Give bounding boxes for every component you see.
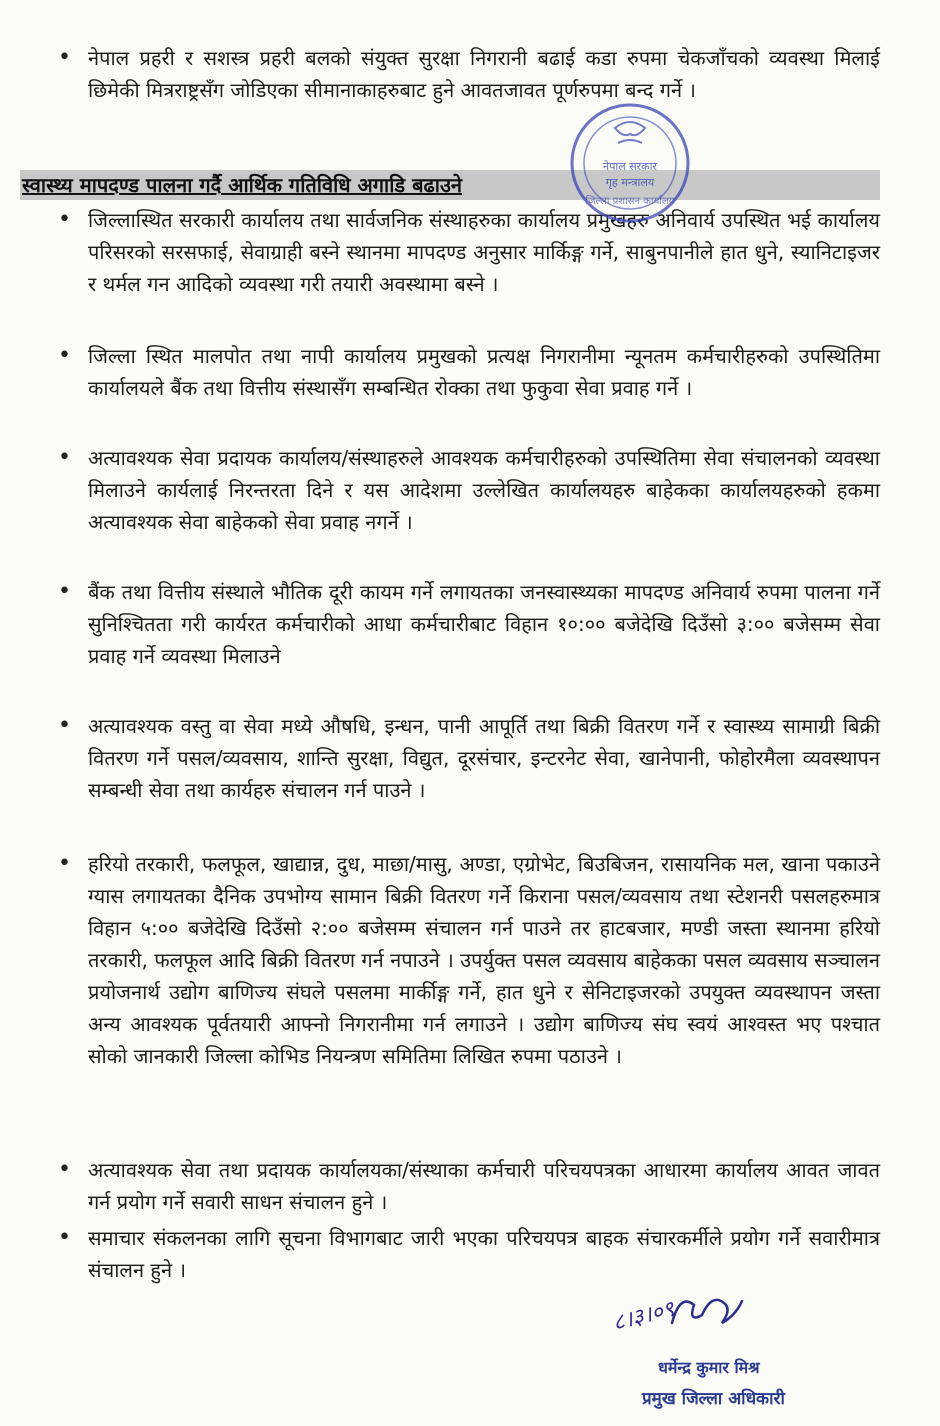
list-item <box>58 576 880 672</box>
list-item <box>58 710 880 806</box>
signatory-title: प्रमुख जिल्ला अधिकारी <box>642 1389 785 1409</box>
list-item-text: जिल्लास्थित सरकारी कार्यालय तथा सार्वजनिक संस्थाहरुका कार्यालय प्रमुखहरु अनिवार्य उपस्थित भई कार्यालय परिसरको सरसफाई, सेवाग्राही बस्ने स्थानमा मापदण्ड अनुसार मार्किङ्ग गर्ने, साबुनपानीले हात धुने, स्यानिटाइजर र थर्मल गन आदिको व्यवस्था गरी तयारी अवस्थामा बस्ने । <box>88 208 880 296</box>
official-stamp-icon <box>560 88 700 238</box>
bullet-icon: • <box>58 1157 71 1182</box>
list-item-text: अत्यावश्यक वस्तु वा सेवा मध्ये औषधि, इन्धन, पानी आपूर्ति तथा बिक्री वितरण गर्ने र स्वास्थ्य सामाग्री बिक्री वितरण गर्ने पसल/व्यवसाय, शान्ति सुरक्षा, विद्युत, दूरसंचार, इन्टरनेट सेवा, खानेपानी, फोहोरमैला व्यवस्थापन सम्बन्धी सेवा तथा कार्यहरु संचालन गर्न पाउने । <box>88 714 880 802</box>
bullet-icon: • <box>58 45 71 70</box>
list-item <box>58 442 880 538</box>
section-heading <box>20 170 880 200</box>
list-item-text: बैंक तथा वित्तीय संस्थाले भौतिक दूरी कायम गर्ने लगायतका जनस्वास्थ्यका मापदण्ड अनिवार्य रुपमा पालना गर्ने सुनिश्चितता गरी कार्यरत कर्मचारीको आधा कर्मचारीबाट विहान १०:०० बजेदेखि दिउँसो ३:०० बजेसम्म सेवा प्रवाह गर्ने व्यवस्था मिलाउने <box>88 580 880 668</box>
list-item-text: हरियो तरकारी, फलफूल, खाद्यान्न, दुध, माछा/मासु, अण्डा, एग्रोभेट, बिउबिजन, रासायनिक मल, खाना पकाउने ग्यास लगायतका दैनिक उपभोग्य सामान बिक्री वितरण गर्ने किराना पसल/व्यवसाय तथा स्टेशनरी पसलहरुमात्र विहान ५:०० बजेदेखि दिउँसो २:०० बजेसम्म संचालन गर्न पाउने तर हाटबजार, मण्डी जस्ता स्थानमा हरियो तरकारी, फलफूल आदि बिक्री वितरण गर्न नपाउने । उपर्युक्त पसल व्यवसाय बाहेकका पसल व्यवसाय सञ्चालन प्रयोजनार्थ उद्योग बाणिज्य संघले पसलमा मार्कीङ्ग गर्ने, हात धुने र सेनिटाइजरको उपयुक्त व्यवस्थापन जस्ता अन्य आवश्यक पूर्वतयारी आफ्नो निगरानीमा गर्न लगाउने । उद्योग बाणिज्य संघ स्वयं आश्वस्त भए पश्चात सोको जानकारी जिल्ला कोभिड नियन्त्रण समितिमा लिखित रुपमा पठाउने । <box>88 852 880 1068</box>
signatory-name: धर्मेन्द्र कुमार मिश्र <box>658 1358 760 1377</box>
signature-date: ८।३।०९ <box>610 1296 677 1337</box>
bullet-icon: • <box>58 343 71 368</box>
bullet-icon: • <box>58 207 71 232</box>
stamp-line2: गृह मन्त्रालय <box>605 176 655 189</box>
list-item <box>58 1222 880 1286</box>
list-item-text: समाचार संकलनका लागि सूचना विभागबाट जारी भएका परिचयपत्र बाहक संचारकर्मीले प्रयोग गर्ने सवारीमात्र संचालन हुने । <box>88 1226 880 1282</box>
list-item <box>58 204 880 300</box>
bullet-icon: • <box>58 1225 71 1250</box>
bullet-icon: • <box>58 851 71 876</box>
list-item-intro <box>58 42 880 106</box>
list-item-text: अत्यावश्यक सेवा प्रदायक कार्यालय/संस्थाहरुले आवश्यक कर्मचारीहरुको उपस्थितिमा सेवा संचालनको व्यवस्था मिलाउने कार्यलाई निरन्तरता दिने र यस आदेशमा उल्लेखित कार्यालयहरु बाहेकका कार्यालयहरुको हकमा अत्यावश्यक सेवा बाहेकको सेवा प्रवाह नगर्ने । <box>88 446 880 534</box>
list-item-text: अत्यावश्यक सेवा तथा प्रदायक कार्यालयका/संस्थाका कर्मचारी परिचयपत्रका आधारमा कार्यालय आवत जावत गर्न प्रयोग गर्ने सवारी साधन संचालन हुने । <box>88 1158 880 1214</box>
bullet-icon: • <box>58 713 71 738</box>
list-item <box>58 340 880 404</box>
bullet-icon: • <box>58 445 71 470</box>
stamp-line3: जिल्ला प्रशासन कार्यालय <box>585 196 675 207</box>
section-heading-text: स्वास्थ्य मापदण्ड पालना गर्दै आर्थिक गतिविधि अगाडि बढाउने <box>22 173 462 197</box>
list-item-text: नेपाल प्रहरी र सशस्त्र प्रहरी बलको संयुक्त सुरक्षा निगरानी बढाई कडा रुपमा चेकजाँचको व्यवस्था मिलाई छिमेकी मित्रराष्ट्रसँग जोडिएका सीमानाकाहरुबाट हुने आवतजावत पूर्णरुपमा बन्द गर्ने । <box>88 46 880 102</box>
list-item <box>58 1154 880 1218</box>
stamp-line1: नेपाल सरकार <box>603 160 657 173</box>
list-item-text: जिल्ला स्थित मालपोत तथा नापी कार्यालय प्रमुखको प्रत्यक्ष निगरानीमा न्यूनतम कर्मचारीहरुको उपस्थितिमा कार्यालयले बैंक तथा वित्तीय संस्थासँग सम्बन्धित रोक्का तथा फुकुवा सेवा प्रवाह गर्ने । <box>88 344 880 400</box>
bullet-icon: • <box>58 579 71 604</box>
list-item <box>58 848 880 1072</box>
